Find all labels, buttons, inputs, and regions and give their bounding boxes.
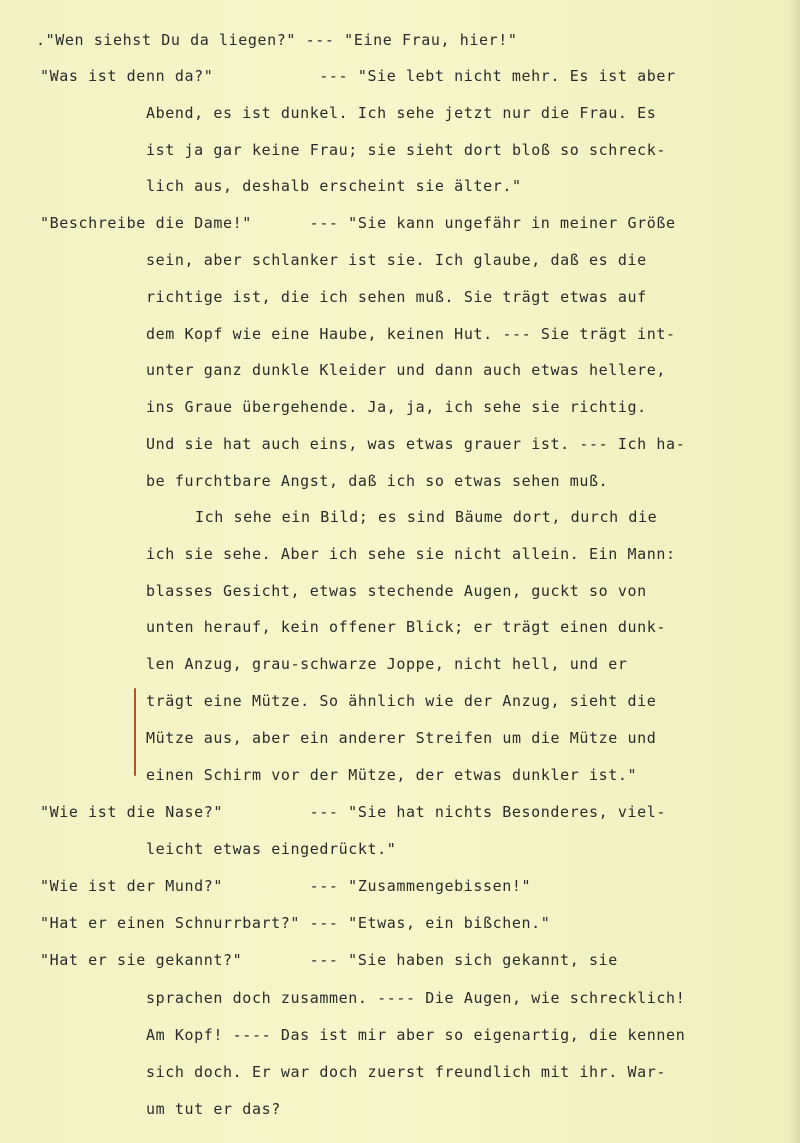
text-line: um tut er das? — [146, 1100, 281, 1118]
text-line: "Hat er sie gekannt?" --- "Sie haben sich gekannt, sie — [40, 951, 618, 969]
text-line: "Hat er einen Schnurrbart?" --- "Etwas, ein bißchen." — [40, 914, 551, 932]
text-line: Am Kopf! ---- Das ist mir aber so eigenartig, die kennen — [146, 1026, 686, 1044]
text-line: be furchtbare Angst, daß ich so etwas sehen muß. — [146, 472, 609, 490]
text-line: lich aus, deshalb erscheint sie älter." — [146, 177, 522, 195]
red-margin-mark — [134, 688, 136, 776]
text-line: richtige ist, die ich sehen muß. Sie trägt etwas auf — [146, 288, 647, 306]
text-line: Und sie hat auch eins, was etwas grauer ist. --- Ich ha- — [146, 435, 686, 453]
text-line: "Was ist denn da?" --- "Sie lebt nicht mehr. Es ist aber — [40, 67, 676, 85]
text-line: "Wie ist der Mund?" --- "Zusammengebissen!" — [40, 877, 532, 895]
text-line: Abend, es ist dunkel. Ich sehe jetzt nur die Frau. Es — [146, 104, 657, 122]
text-line: trägt eine Mütze. So ähnlich wie der Anzug, sieht die — [146, 692, 657, 710]
text-line: sein, aber schlanker ist sie. Ich glaube, daß es die — [146, 251, 647, 269]
text-line: Mütze aus, aber ein anderer Streifen um die Mütze und — [146, 729, 657, 747]
text-line: sprachen doch zusammen. ---- Die Augen, wie schrecklich! — [146, 989, 686, 1007]
text-line: ich sie sehe. Aber ich sehe sie nicht allein. Ein Mann: — [146, 545, 676, 563]
text-line: unten herauf, kein offener Blick; er trägt einen dunk- — [146, 618, 667, 636]
text-line: len Anzug, grau-schwarze Joppe, nicht hell, und er — [146, 655, 628, 673]
text-line: sich doch. Er war doch zuerst freundlich mit ihr. War- — [146, 1063, 667, 1081]
text-line: leicht etwas eingedrückt." — [146, 840, 397, 858]
text-line: dem Kopf wie eine Haube, keinen Hut. --- Sie trägt int- — [146, 325, 676, 343]
text-line: ."Wen siehst Du da liegen?" --- "Eine Frau, hier!" — [36, 31, 518, 49]
text-line: einen Schirm vor der Mütze, der etwas dunkler ist." — [146, 766, 638, 784]
text-line: unter ganz dunkle Kleider und dann auch etwas hellere, — [146, 361, 667, 379]
text-line: blasses Gesicht, etwas stechende Augen, guckt so von — [146, 582, 647, 600]
page-edge-shadow — [788, 0, 800, 1143]
text-line: Ich sehe ein Bild; es sind Bäume dort, durch die — [195, 508, 658, 526]
text-line: ins Graue übergehende. Ja, ja, ich sehe sie richtig. — [146, 398, 647, 416]
text-line: "Beschreibe die Dame!" --- "Sie kann ungefähr in meiner Größe — [40, 214, 676, 232]
text-line: "Wie ist die Nase?" --- "Sie hat nichts Besonderes, viel- — [40, 803, 666, 821]
text-line: ist ja gar keine Frau; sie sieht dort bloß so schreck- — [146, 141, 667, 159]
